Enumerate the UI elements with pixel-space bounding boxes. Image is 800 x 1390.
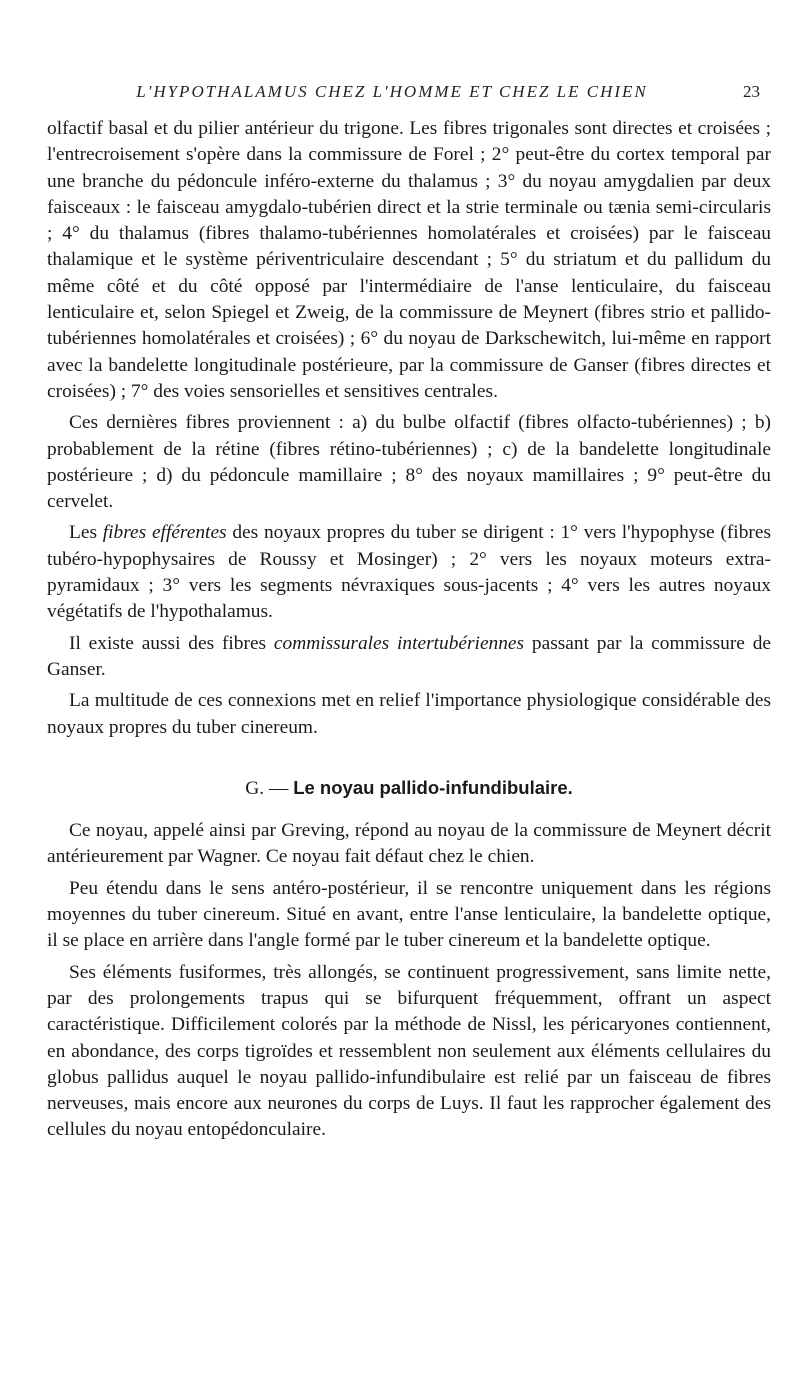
text-run: passant par la commissure de Ganser. — [47, 632, 771, 680]
section-title: Le noyau pallido-infundibulaire. — [293, 776, 573, 798]
page-number: 23 — [743, 82, 760, 101]
paragraph-continuation: olfactif basal et du pilier antérieur du trigone. Les fibres trigonales sont directes et croisées ; l'entrecroisement s'opère dans la commissure de Forel ; 2° peut-être du cortex temporal par une branche du pédoncule inféro-externe du thalamus ; 3° du noyau amygdalien par deux faisceaux : le faisceau amygdalo-tubérien direct et la strie terminale ou tænia semi-circularis ; 4° du thalamus (fibres thalamo-tubériennes homolatérales et croisées) par le faisceau thalamique et le système périventriculaire descendant ; 5° du striatum et du pallidum du même côté et du côté opposé par l'intermédiaire de l'anse lenticulaire, du faisceau lenticulaire et, selon Spiegel et Zweig, de la commissure de Meynert (fibres strio et pallido-tubériennes homolatérales et croisées) ; 6° du noyau de Darkschewitch, lui-même en rapport avec la bandelette longitudinale postérieure, par la commissure de Ganser (fibres directes et croisées) ; 7° des voies sensorielles et sensitives centrales. — [47, 118, 771, 402]
text-run: des noyaux propres du tuber se dirigent : 1° vers l'hypophyse (fibres tubéro-hypophysaires de Roussy et Mosinger) ; 2° vers les noyaux moteurs extra-pyramidaux ; 3° vers les segments névraxiques sous-jacents ; 4° vers les autres noyaux végétatifs de l'hypothalamus. — [47, 522, 771, 623]
paragraph-afferent-sources: Ces dernières fibres proviennent : a) du bulbe olfactif (fibres olfacto-tubériennes) ; b) probablement de la rétine (fibres rétino-tubériennes) ; c) de la bandelette longitudinale postérieure ; d) du pédoncule mamillaire ; 8° des noyaux mamillaires ; 9° peut-être du cervelet. — [47, 412, 771, 513]
paragraph-location: Peu étendu dans le sens antéro-postérieur, il se rencontre uniquement dans les régions moyennes du tuber cinereum. Situé en avant, entre l'anse lenticulaire, la bandelette optique, il se place en arrière dans l'angle formé par le tuber cinereum et la bandelette optique. — [47, 877, 771, 952]
section-letter: G. — [245, 777, 265, 799]
paragraph-definition: Ce noyau, appelé ainsi par Greving, répond au noyau de la commissure de Meynert décrit antérieurement par Wagner. Ce noyau fait défaut chez le chien. — [47, 820, 771, 868]
section-heading — [47, 775, 771, 802]
paragraph-conclusion: La multitude de ces connexions met en relief l'importance physiologique considérable des noyaux propres du tuber cinereum. — [47, 690, 771, 738]
running-head: L'HYPOTHALAMUS CHEZ L'HOMME ET CHEZ LE CHIEN — [136, 82, 648, 101]
section-dash: — — [268, 777, 289, 799]
emphasis-efferent: fibres efférentes — [102, 522, 227, 544]
paragraph-commissural-fibres — [47, 631, 771, 684]
paragraph-elements: Ses éléments fusiformes, très allongés, se continuent progressivement, sans limite nette, par des prolongements trapus qui se bifurquent fréquemment, offrant un aspect caractéristique. Difficilement colorés par la méthode de Nissl, les péricaryones contiennent, en abondance, des corps tigroïdes et ressemblent non seulement aux éléments cellulaires du globus pallidus auquel le noyau pallido-infundibulaire est relié par un faisceau de fibres nerveuses, mais encore aux neurones du corps de Luys. Il faut les rapprocher également des cellules du noyau entopédonculaire. — [47, 961, 771, 1141]
text-run: Les — [69, 522, 103, 544]
paragraph-efferent-fibres — [47, 520, 771, 625]
emphasis-commissural: commissurales intertubériennes — [273, 632, 525, 654]
text-run: Il existe aussi des fibres — [69, 632, 274, 654]
body-text — [47, 116, 771, 1144]
